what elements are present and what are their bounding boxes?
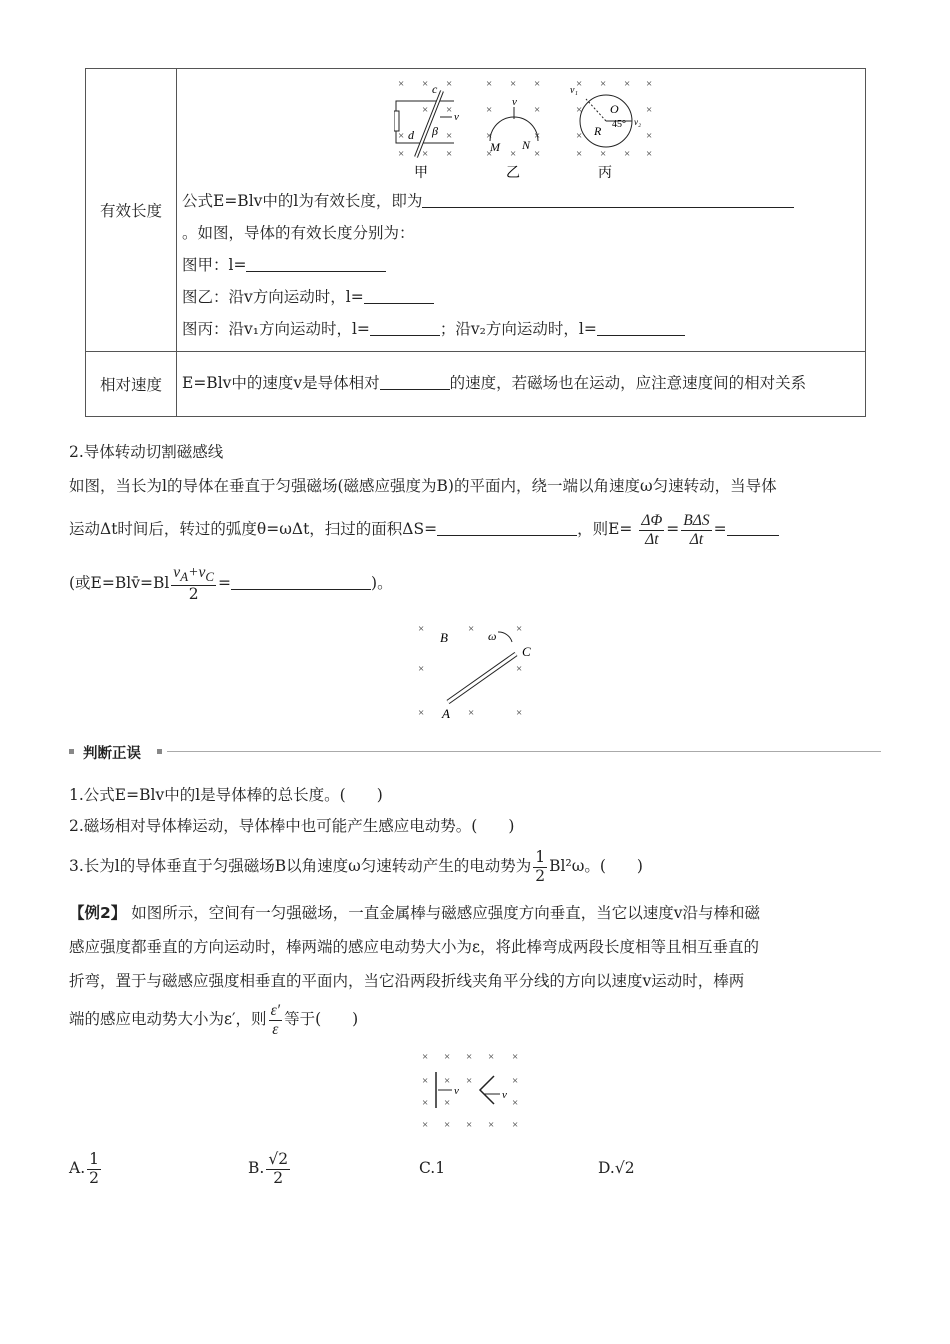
answer-blank[interactable] — [597, 320, 685, 337]
svg-text:×: × — [398, 130, 405, 142]
svg-text:×: × — [512, 1097, 519, 1109]
svg-text:×: × — [486, 78, 493, 90]
svg-text:×: × — [624, 78, 631, 90]
svg-text:C: C — [522, 644, 531, 659]
svg-text:×: × — [422, 1119, 429, 1130]
svg-text:×: × — [516, 663, 523, 675]
fig-bing-label: 丙 — [598, 166, 612, 181]
row-label-relative-speed: 相对速度 — [86, 352, 177, 417]
svg-text:×: × — [516, 707, 523, 719]
svg-text:×: × — [534, 148, 541, 160]
answer-blank[interactable] — [370, 320, 440, 337]
option-b[interactable]: B. $\frac{√2}{2}$ — [248, 1149, 289, 1187]
judge-item-1: 1.公式E=Blv中的l是导体棒的总长度。( ) — [69, 786, 383, 804]
answer-blank[interactable] — [422, 192, 794, 209]
svg-text:×: × — [646, 148, 653, 160]
svg-text:×: × — [486, 104, 493, 116]
rotating-rod-figure — [412, 620, 538, 724]
effective-length-line-2: 。如图，导体的有效长度分别为： — [182, 224, 415, 242]
svg-text:×: × — [600, 78, 607, 90]
svg-text:×: × — [488, 1119, 495, 1130]
judge-item-3: 3.长为l的导体垂直于匀强磁场B以角速度ω匀速转动产生的电动势为 $\frac{1}{2}$ Bl²ω。( ) — [69, 847, 643, 885]
svg-text:×: × — [398, 148, 405, 160]
svg-text:45°: 45° — [612, 119, 626, 130]
svg-text:×: × — [600, 148, 607, 160]
svg-text:×: × — [418, 623, 425, 635]
example-line-1: 【例2】 如图所示，空间有一匀强磁场，一直金属棒与磁感应强度方向垂直，当它以速度v沿与棒和磁 — [69, 904, 760, 922]
judge-heading: 判断正误 — [83, 746, 141, 762]
svg-text:A: A — [442, 706, 450, 721]
bullet-icon — [69, 749, 74, 754]
answer-blank[interactable] — [364, 288, 434, 305]
svg-text:×: × — [576, 148, 583, 160]
example-line-2: 感应强度都垂直的方向运动时，棒两端的感应电动势大小为ε，将此棒弯成两段长度相等且相互垂直的 — [69, 938, 760, 956]
answer-blank[interactable] — [231, 574, 371, 591]
svg-text:×: × — [444, 1119, 451, 1130]
figures-svg — [394, 73, 664, 185]
section2-para-1: 如图，当长为l的导体在垂直于匀强磁场(磁感应强度为B)的平面内，绕一端以角速度ω匀速转动，当导体 — [69, 477, 777, 495]
fraction-bds-dt: $\frac{\text{BΔS}}{\Delta t}$ — [683, 511, 710, 548]
svg-text:×: × — [466, 1119, 473, 1130]
svg-text:×: × — [534, 104, 541, 116]
answer-blank[interactable] — [380, 374, 450, 391]
svg-text:×: × — [446, 130, 453, 142]
svg-text:v: v — [512, 96, 517, 108]
svg-text:×: × — [488, 1051, 495, 1063]
svg-text:×: × — [444, 1097, 451, 1109]
svg-text:×: × — [510, 148, 517, 160]
concept-table — [85, 68, 866, 417]
fraction-half: $\frac{1}{2}$ — [535, 847, 546, 885]
effective-length-line-5: 图丙：沿v₁方向运动时，l= ；沿v₂方向运动时，l= — [182, 313, 859, 345]
svg-text:v: v — [454, 111, 459, 123]
fig-yi-label: 乙 — [506, 166, 520, 181]
svg-text:×: × — [466, 1051, 473, 1063]
svg-text:O: O — [610, 102, 619, 116]
answer-blank[interactable] — [727, 520, 779, 537]
svg-text:B: B — [440, 630, 448, 645]
svg-text:β: β — [432, 124, 438, 138]
example-line-3: 折弯，置于与磁感应强度相垂直的平面内，当它沿两段折线夹角平分线的方向以速度v运动时，棒两 — [69, 972, 745, 990]
svg-text:v: v — [502, 1089, 507, 1101]
svg-text:×: × — [624, 148, 631, 160]
row-label-effective-length: 有效长度 — [86, 69, 177, 352]
svg-text:×: × — [422, 1097, 429, 1109]
svg-text:×: × — [646, 78, 653, 90]
effective-length-line-4: 图乙：沿v方向运动时，l= — [182, 281, 859, 313]
svg-text:×: × — [512, 1051, 519, 1063]
svg-text:×: × — [446, 78, 453, 90]
svg-text:v₁: v₁ — [570, 85, 578, 96]
bent-rod-figure — [418, 1048, 530, 1130]
section2-para-3: (或E=Blv̄=Bl $\frac{v_A+v_C}{2}$ = )。 — [69, 564, 393, 604]
three-figures — [182, 73, 859, 185]
svg-text:×: × — [516, 623, 523, 635]
svg-text:R: R — [594, 124, 602, 138]
svg-text:×: × — [422, 1075, 429, 1087]
svg-text:×: × — [418, 663, 425, 675]
svg-text:×: × — [512, 1075, 519, 1087]
svg-text:×: × — [446, 104, 453, 116]
svg-text:×: × — [646, 130, 653, 142]
answer-blank[interactable] — [437, 520, 577, 537]
relative-speed-cell: E=Blv中的速度v是导体相对 的速度，若磁场也在运动，应注意速度间的相对关系 — [177, 352, 866, 417]
fraction-eps-ratio: $\frac{\varepsilon'}{\varepsilon}$ — [270, 1001, 281, 1038]
svg-text:N: N — [522, 138, 531, 152]
option-c[interactable]: C.1 — [419, 1159, 446, 1177]
effective-length-line-3: 图甲：l= — [182, 249, 859, 281]
svg-text:×: × — [446, 148, 453, 160]
option-a-fraction: $\frac{1}{2}$ — [89, 1149, 99, 1187]
svg-text:×: × — [444, 1051, 451, 1063]
bullet-icon — [157, 749, 162, 754]
svg-text:×: × — [534, 130, 541, 142]
svg-text:d: d — [408, 128, 414, 142]
svg-text:×: × — [646, 104, 653, 116]
svg-text:ω: ω — [488, 629, 497, 643]
svg-text:×: × — [534, 78, 541, 90]
fig-jia-label: 甲 — [414, 166, 428, 181]
option-b-fraction: $\frac{√2}{2}$ — [268, 1149, 289, 1187]
divider — [167, 751, 881, 752]
svg-text:×: × — [510, 78, 517, 90]
svg-text:×: × — [422, 148, 429, 160]
judge-item-2: 2.磁场相对导体棒运动，导体棒中也可能产生感应电动势。( ) — [69, 817, 515, 835]
svg-text:×: × — [418, 707, 425, 719]
svg-text:×: × — [422, 104, 429, 116]
svg-text:×: × — [512, 1119, 519, 1130]
effective-length-line-1: 公式E=Blv中的l为有效长度，即为 — [182, 185, 859, 217]
fraction-dphi-dt: $\frac{\Delta\Phi}{\Delta t}$ — [641, 511, 663, 548]
answer-blank[interactable] — [246, 256, 386, 273]
svg-text:×: × — [444, 1075, 451, 1087]
fraction-va-vc: $\frac{v_A+v_C}{2}$ — [173, 564, 215, 604]
svg-text:×: × — [576, 104, 583, 116]
effective-length-cell — [177, 69, 866, 352]
option-a[interactable]: A. $\frac{1}{2}$ — [69, 1149, 99, 1187]
svg-text:×: × — [422, 78, 429, 90]
svg-text:×: × — [466, 1075, 473, 1087]
svg-text:×: × — [576, 130, 583, 142]
option-d[interactable]: D.√2 — [598, 1159, 635, 1177]
svg-text:×: × — [486, 148, 493, 160]
svg-text:×: × — [468, 623, 475, 635]
svg-text:v₂: v₂ — [634, 117, 642, 127]
example-line-4: 端的感应电动势大小为ε′，则 $\frac{\varepsilon'}{\varepsilon}$ 等于( ) — [69, 1001, 359, 1038]
svg-text:M: M — [490, 140, 500, 154]
svg-text:c: c — [432, 82, 438, 96]
svg-text:×: × — [576, 78, 583, 90]
svg-text:×: × — [422, 1051, 429, 1063]
judge-section-header — [69, 742, 881, 762]
section2-para-2: 运动Δt时间后，转过的弧度θ=ωΔt，扫过的面积ΔS= ，则E= $\frac{\Delta\Phi}{\Delta t}$ = $\frac{\text{BΔS}}{\Delta t}$ = — [69, 506, 779, 552]
svg-text:×: × — [486, 130, 493, 142]
svg-text:v: v — [454, 1085, 459, 1097]
svg-text:×: × — [398, 78, 405, 90]
section2-title: 2.导体转动切割磁感线 — [69, 443, 224, 461]
svg-text:×: × — [468, 707, 475, 719]
